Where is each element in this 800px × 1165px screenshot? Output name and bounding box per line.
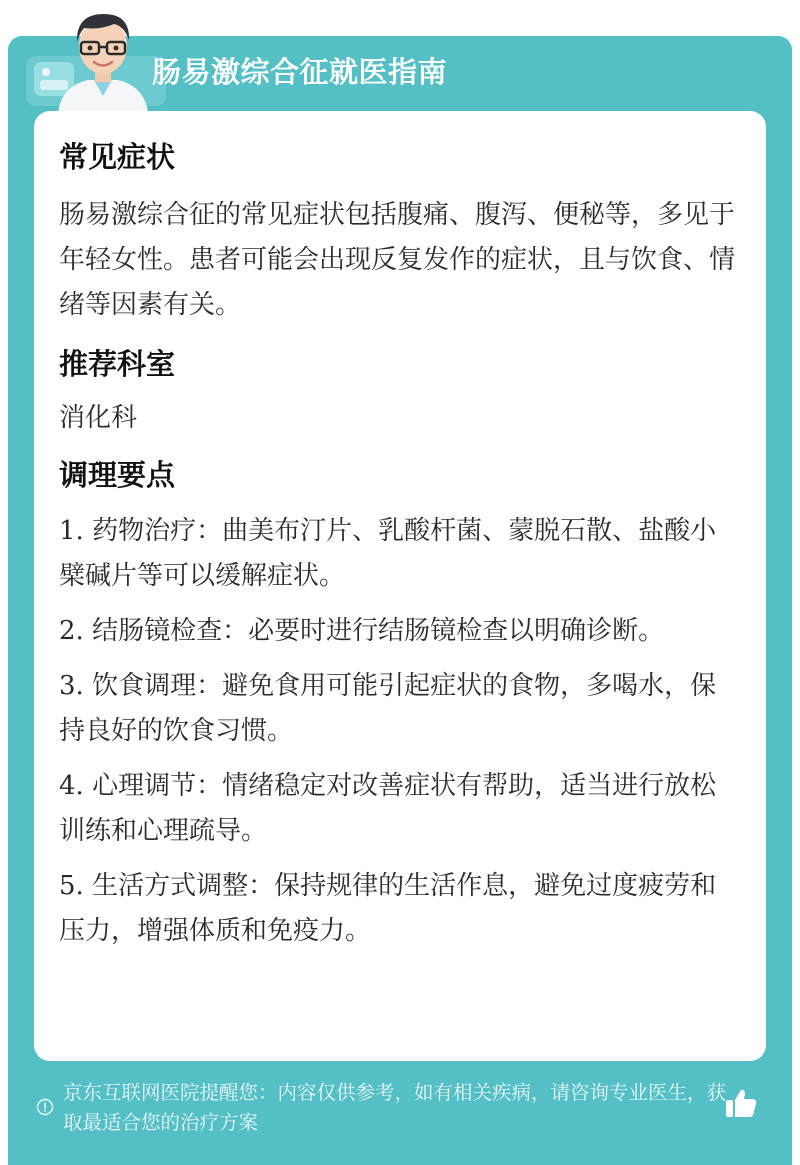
list-item bbox=[59, 864, 739, 954]
list-item bbox=[59, 609, 739, 654]
card-content bbox=[59, 135, 739, 964]
list-item bbox=[59, 509, 739, 599]
care-heading: 调理要点 bbox=[59, 458, 176, 492]
list-item-text: 饮食调理：避免食用可能引起症状的食物，多喝水，保持良好的饮食习惯。 bbox=[59, 671, 717, 746]
list-item-number: 5. bbox=[59, 871, 84, 901]
list-item bbox=[59, 764, 739, 854]
content-card bbox=[34, 111, 766, 1061]
list-item-text: 心理调节：情绪稳定对改善症状有帮助，适当进行放松训练和心理疏导。 bbox=[59, 771, 717, 846]
info-icon bbox=[36, 1098, 54, 1116]
page-title: 肠易激综合征就医指南 bbox=[152, 55, 448, 89]
department-heading: 推荐科室 bbox=[59, 347, 176, 381]
list-item-number: 1. bbox=[59, 516, 84, 546]
doctor-avatar-icon bbox=[48, 6, 158, 112]
department-text: 消化科 bbox=[59, 403, 138, 433]
list-item-number: 4. bbox=[59, 771, 84, 801]
list-item-number: 2. bbox=[59, 616, 84, 646]
list-item-text: 药物治疗：曲美布汀片、乳酸杆菌、蒙脱石散、盐酸小檗碱片等可以缓解症状。 bbox=[59, 516, 717, 591]
list-item bbox=[59, 664, 739, 754]
list-item-text: 生活方式调整：保持规律的生活作息，避免过度疲劳和压力，增强体质和免疫力。 bbox=[59, 871, 717, 946]
thumbs-up-icon[interactable] bbox=[724, 1086, 758, 1120]
symptoms-text: 肠易激综合征的常见症状包括腹痛、腹泻、便秘等，多见于年轻女性。患者可能会出现反复发作的症状，且与饮食、情绪等因素有关。 bbox=[59, 200, 736, 320]
list-item-number: 3. bbox=[59, 671, 84, 701]
disclaimer-text: 京东互联网医院提醒您：内容仅供参考，如有相关疾病，请咨询专业医生，获取最适合您的治疗方案 bbox=[63, 1081, 727, 1134]
symptoms-heading: 常见症状 bbox=[59, 140, 176, 174]
list-item-text: 结肠镜检查：必要时进行结肠镜检查以明确诊断。 bbox=[92, 616, 665, 646]
care-list bbox=[59, 509, 739, 954]
